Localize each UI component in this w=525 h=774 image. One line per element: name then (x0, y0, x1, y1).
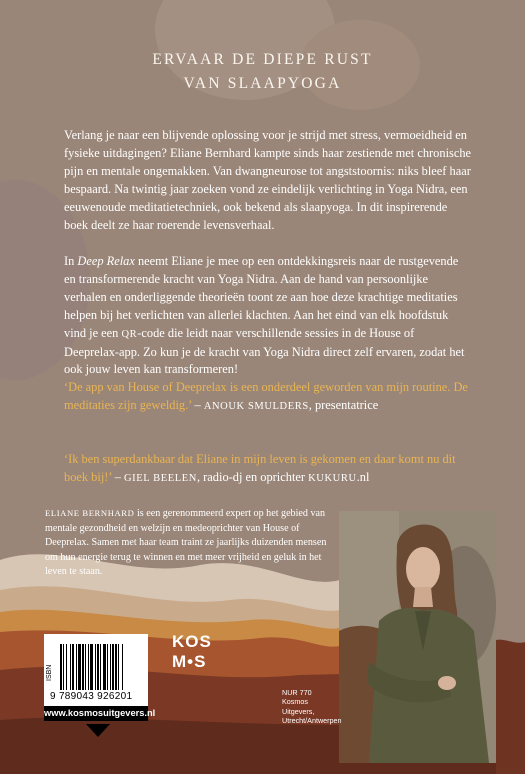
barcode-bar (90, 644, 93, 690)
quote-organisation-suffix: .nl (356, 469, 370, 484)
description-text-b: -code die leidt naar verschillende sessies in de House of Deeprelax-app. Zo kun je de kracht van Yoga Nidra direct zelf ervaren, zodat het ook jouw leven kan transformeren! (64, 325, 465, 377)
barcode-bar (76, 644, 77, 690)
quote-beelen (64, 451, 474, 488)
author-bio-text: is een gerenommeerd expert op het gebied van mentale gezondheid en welzijn en medeoprichter van House of Deeprelax. Samen met haar team traint ze jaarlijks duizenden mensen om hun energie terug te winnen en met meer vrijheid en geluk in het leven te staan. (45, 508, 327, 578)
barcode-bar (78, 644, 81, 690)
hand (438, 676, 456, 690)
quote-dash: – (191, 397, 204, 412)
arrow-down-icon (86, 724, 110, 737)
description-text-a: neemt Eliane je mee op een ontdekkingsreis naar de rustgevende en transformerende kracht van Yoga Nidra. Aan de hand van persoonlijke verhalen en onderliggende theorieën toont ze aan hoe deze krachtige meditaties helpen bij het verlichten van allerlei klachten. Aan het eind van elk hoofdstuk vind je een (64, 254, 459, 340)
barcode (44, 634, 148, 706)
barcode-bars (60, 644, 144, 690)
quote-author-role: , presentatrice (308, 397, 379, 412)
quote-organisation: KUKURU (308, 472, 357, 484)
publisher-url: www.kosmosuitgevers.nl (44, 706, 148, 721)
book-title: Deep Relax (77, 254, 135, 268)
quote-dash: – (111, 469, 124, 484)
barcode-bar (88, 644, 89, 690)
face (406, 547, 440, 591)
kosmos-logo (172, 633, 232, 677)
quote-smulders (64, 379, 474, 416)
hill-right-edge (496, 640, 525, 774)
barcode-bar (63, 644, 64, 690)
book-description-paragraph (64, 253, 472, 379)
intro-paragraph: Verlang je naar een blijvende oplossing voor je strijd met stress, vermoeidheid en fysieke uitdagingen? Eliane Bernhard kampte sinds haar zestiende met chronische pijn en mentale ongemakken. Van dwangneurose tot angststoornis: niks bleef haar bespaard. Na twintig jaar zoeken vond ze eindelijk verlichting in Yoga Nidra, een eeuwenoude meditatietechniek, ook bekend als slaapyoga. In dit inspirerende boek deelt ze haar roerende levensverhaal. (64, 128, 472, 232)
logo-row-2: M•S (172, 652, 207, 671)
author-photo (339, 511, 496, 763)
barcode-bar (122, 644, 123, 690)
barcode-bar (115, 644, 117, 690)
tagline-line-2: VAN SLAAPYOGA (183, 75, 342, 92)
barcode-bar (107, 644, 108, 690)
author-bio (45, 506, 330, 580)
barcode-bar (103, 644, 106, 690)
logo-row-1: KOS (172, 632, 212, 651)
quote-text: ‘Ik ben superdankbaar dat Eliane in mijn leven is gekomen en daar komt nu dit boek bij!’ (64, 452, 456, 484)
barcode-bar (118, 644, 119, 690)
nur-code: NUR 770 (282, 688, 312, 697)
quote-author-role: , radio-dj en oprichter (196, 469, 309, 484)
barcode-bar (110, 644, 111, 690)
isbn-side-label: ISBN (46, 664, 53, 681)
barcode-bar (85, 644, 86, 690)
barcode-bar (112, 644, 114, 690)
barcode-bar (97, 644, 99, 690)
barcode-bar (82, 644, 84, 690)
barcode-bar (70, 644, 71, 690)
tagline-line-1: ERVAAR DE DIEPE RUST (152, 51, 373, 68)
barcode-bar (95, 644, 96, 690)
quote-text: ‘De app van House of Deeprelax is een onderdeel geworden van mijn routine. De meditaties zijn geweldig.’ (64, 380, 468, 412)
description-lead: In (64, 254, 78, 268)
barcode-bar (100, 644, 101, 690)
publisher-city: Utrecht/Antwerpen (282, 716, 342, 726)
author-name: ELIANE BERNHARD (45, 508, 135, 518)
publisher-name: Kosmos Uitgevers, (282, 697, 315, 716)
neck (413, 587, 433, 607)
barcode-bar (66, 644, 67, 690)
publisher-info (282, 688, 342, 726)
qr-text: QR (121, 328, 138, 340)
quote-author: ANOUK SMULDERS (203, 400, 309, 412)
barcode-bar (60, 644, 62, 690)
barcode-bar (72, 644, 74, 690)
isbn-number: 9 789043 926201 (50, 691, 133, 702)
author-portrait (339, 511, 496, 763)
quote-author: GIEL BEELEN (124, 472, 197, 484)
